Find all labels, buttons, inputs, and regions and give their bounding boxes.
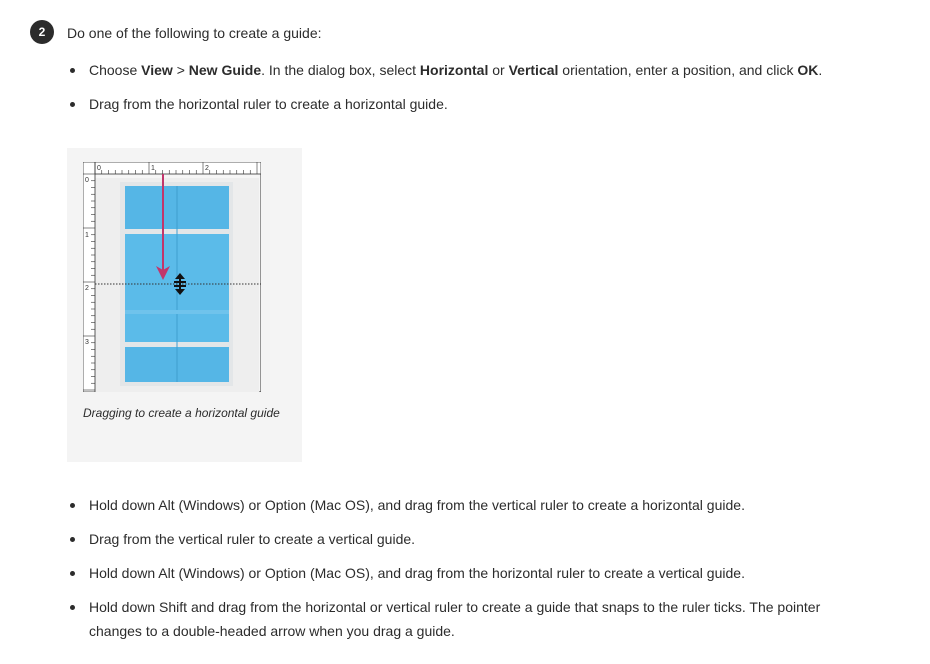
bullet-list-bottom [70, 493, 860, 653]
bullet-text: Drag from the vertical ruler to create a vertical guide. [89, 531, 416, 547]
bullet-text: Hold down Alt (Windows) or Option (Mac OS), and drag from the vertical ruler to create a horizontal guide. [89, 497, 745, 513]
bullet-dot-icon [70, 605, 75, 610]
bullet-item [70, 58, 860, 82]
bullet-item [70, 493, 860, 517]
bullet-text: Hold down Shift and drag from the horizontal or vertical ruler to create a guide that snaps to the ruler ticks. The pointer changes to a double-headed arrow when you drag a guide. [89, 599, 821, 639]
horizontal-ruler [83, 162, 261, 174]
ruler-label-left: 2 [85, 285, 89, 292]
step-intro-text: Do one of the following to create a guide: [67, 25, 322, 41]
bullet-bold-text: Vertical [508, 62, 559, 78]
bullet-item [70, 595, 860, 643]
window-bar [125, 310, 229, 314]
bullet-text: > [172, 62, 189, 78]
ruler-label-top: 1 [151, 165, 155, 172]
bullet-dot-icon [70, 503, 75, 508]
bullet-text: . In the dialog box, select [261, 62, 420, 78]
bullet-text: Hold down Alt (Windows) or Option (Mac OS), and drag from the horizontal ruler to create a vertical guide. [89, 565, 745, 581]
bullet-item [70, 527, 860, 551]
bullet-bold-text: View [141, 62, 173, 78]
ruler-label-left: 3 [85, 339, 89, 346]
figure [67, 148, 302, 462]
bullet-dot-icon [70, 102, 75, 107]
ruler-label-top: 0 [97, 165, 101, 172]
bullet-dot-icon [70, 537, 75, 542]
bullet-dot-icon [70, 571, 75, 576]
bullet-list-top [70, 58, 860, 126]
bullet-bold-text: Horizontal [419, 62, 489, 78]
step-number-badge: 2 [30, 20, 54, 44]
vertical-ruler [83, 162, 95, 392]
bullet-item [70, 561, 860, 585]
bullet-dot-icon [70, 68, 75, 73]
ruler-label-left: 1 [85, 232, 89, 239]
bullet-text: orientation, enter a position, and click [558, 62, 798, 78]
bullet-bold-text: OK [797, 62, 819, 78]
ruler-label-top: 2 [205, 165, 209, 172]
bullet-text: Drag from the horizontal ruler to create a horizontal guide. [89, 96, 448, 112]
ruler-label-left: 0 [85, 177, 89, 184]
figure-caption: Dragging to create a horizontal guide [83, 406, 280, 420]
bullet-text: . [818, 62, 823, 78]
bullet-bold-text: New Guide [188, 62, 262, 78]
bullet-text: Choose [89, 62, 142, 78]
figure-illustration [83, 162, 261, 392]
bullet-text: or [488, 62, 509, 78]
bullet-item [70, 92, 860, 116]
